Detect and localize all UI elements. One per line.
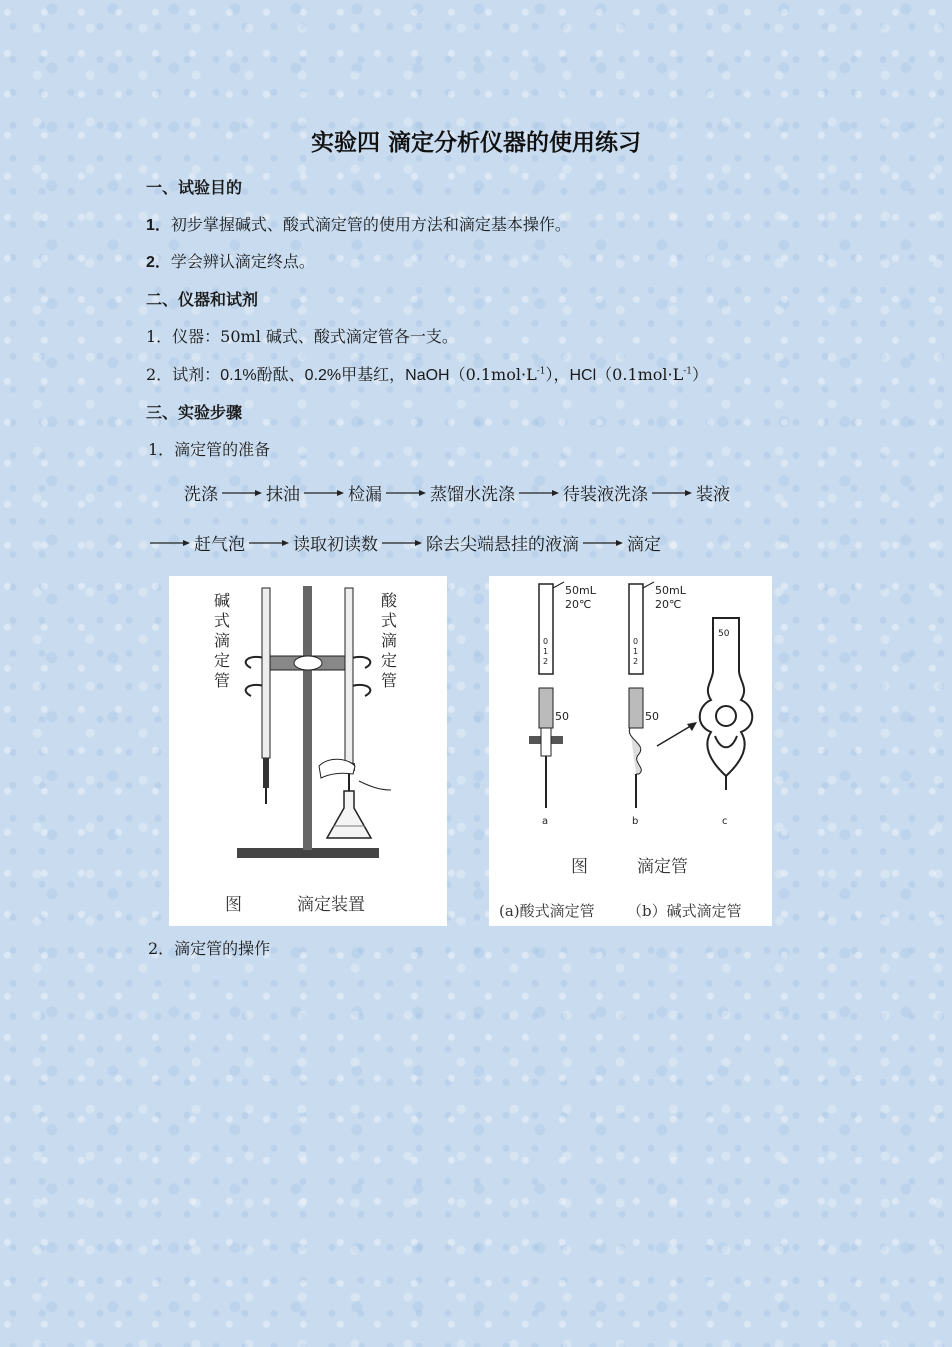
flow-step: 抹油 <box>266 485 300 505</box>
reagent-sep: ）， <box>545 365 570 384</box>
section-heading-procedure: 三、实验步骤 <box>146 403 243 422</box>
label-temp-b: 20℃ <box>655 598 682 611</box>
figure-burettes <box>489 576 772 926</box>
label-scale-b: 50 <box>645 710 659 723</box>
reagent-prefix: 2．试剂： <box>146 365 221 384</box>
unit-exponent: -1 <box>683 366 693 377</box>
letter-c: c <box>722 816 728 827</box>
arrow-right-icon <box>652 488 692 498</box>
arrow-right-icon <box>519 488 559 498</box>
tick-b-0: 0 <box>633 637 639 646</box>
reagent-close: ） <box>692 365 709 384</box>
label-acid-burette-5: 管 <box>381 671 398 690</box>
objective-item-2 <box>146 249 315 272</box>
figure2-caption-prefix: 图 <box>571 857 588 877</box>
label-acid-burette-3: 滴 <box>381 631 398 650</box>
arrow-right-icon <box>249 538 289 548</box>
arrow-right-icon <box>583 538 623 548</box>
arrow-right-icon <box>304 488 344 498</box>
objective-item-1 <box>146 212 571 235</box>
tick-a-0: 0 <box>543 637 549 646</box>
figure2-subcaption-a: (a)酸式滴定管 <box>499 902 595 920</box>
label-acid-burette-4: 定 <box>381 651 398 670</box>
figure2-subcaption-b: （b）碱式滴定管 <box>627 902 742 920</box>
reagent-name-1: 酚酞、 <box>256 365 305 384</box>
flow-step: 蒸馏水洗涤 <box>430 485 515 505</box>
label-volume-b: 50mL <box>655 584 686 597</box>
procedure-flow-row-1 <box>184 480 730 505</box>
reagent-hcl: HCl <box>569 367 597 384</box>
tick-a-2: 2 <box>543 657 549 666</box>
flow-step: 赶气泡 <box>194 535 245 555</box>
figure1-caption: 滴定装置 <box>297 895 365 915</box>
objective-text: 学会辨认滴定终点。 <box>170 252 315 271</box>
reagent-percent-1: 0.1% <box>220 367 257 384</box>
objective-number: 2． <box>146 254 171 271</box>
label-scale-c: 50 <box>718 629 730 639</box>
flow-step: 除去尖端悬挂的液滴 <box>426 535 579 555</box>
procedure-flow-row-2 <box>146 530 661 555</box>
tick-a-1: 1 <box>543 647 549 656</box>
procedure-step-1: 1．滴定管的准备 <box>148 440 271 459</box>
label-alkaline-burette-1: 碱 <box>214 591 231 610</box>
objective-number: 1． <box>146 217 171 234</box>
unit-exponent: -1 <box>536 366 546 377</box>
label-alkaline-burette-5: 管 <box>214 671 231 690</box>
figure-titration-apparatus <box>169 576 447 926</box>
label-temp-a: 20℃ <box>565 598 592 611</box>
page-title: 实验四 滴定分析仪器的使用练习 <box>310 130 641 156</box>
label-acid-burette-2: 式 <box>381 611 398 630</box>
label-alkaline-burette-2: 式 <box>214 611 231 630</box>
flow-step: 检漏 <box>348 485 382 505</box>
flow-step: 洗涤 <box>184 485 218 505</box>
titration-stand-illustration <box>169 576 447 926</box>
tick-b-1: 1 <box>633 647 639 656</box>
arrow-right-icon <box>382 538 422 548</box>
label-acid-burette-1: 酸 <box>381 591 398 610</box>
reagent-name-2: 甲基红， <box>341 365 406 384</box>
figure1-caption-prefix: 图 <box>225 895 242 915</box>
letter-a: a <box>542 816 549 827</box>
instrument-item: 1．仪器：50ml 碱式、酸式滴定管各一支。 <box>146 327 458 346</box>
arrow-right-icon <box>222 488 262 498</box>
arrow-right-icon <box>386 488 426 498</box>
section-heading-objectives: 一、试验目的 <box>146 178 243 197</box>
label-alkaline-burette-4: 定 <box>214 651 231 670</box>
tick-b-2: 2 <box>633 657 639 666</box>
letter-b: b <box>632 816 639 827</box>
reagent-hcl-conc: （0.1mol·L <box>596 365 684 384</box>
objective-text: 初步掌握碱式、酸式滴定管的使用方法和滴定基本操作。 <box>170 215 571 234</box>
label-alkaline-burette-3: 滴 <box>214 631 231 650</box>
flow-step: 待装液洗涤 <box>563 485 648 505</box>
reagent-naoh: NaOH <box>405 367 450 384</box>
procedure-step-2: 2．滴定管的操作 <box>148 939 271 958</box>
flow-step: 滴定 <box>627 535 661 555</box>
label-scale-a: 50 <box>555 710 569 723</box>
reagent-naoh-conc: （0.1mol·L <box>449 365 537 384</box>
label-volume-a: 50mL <box>565 584 596 597</box>
reagent-percent-2: 0.2% <box>304 367 342 384</box>
flow-step: 读取初读数 <box>293 535 378 555</box>
flow-step: 装液 <box>696 485 730 505</box>
figure2-caption: 滴定管 <box>637 857 688 877</box>
arrow-right-icon <box>150 538 190 548</box>
reagent-item <box>146 362 708 385</box>
section-heading-instruments: 二、仪器和试剂 <box>146 290 259 309</box>
burettes-illustration <box>489 576 772 926</box>
